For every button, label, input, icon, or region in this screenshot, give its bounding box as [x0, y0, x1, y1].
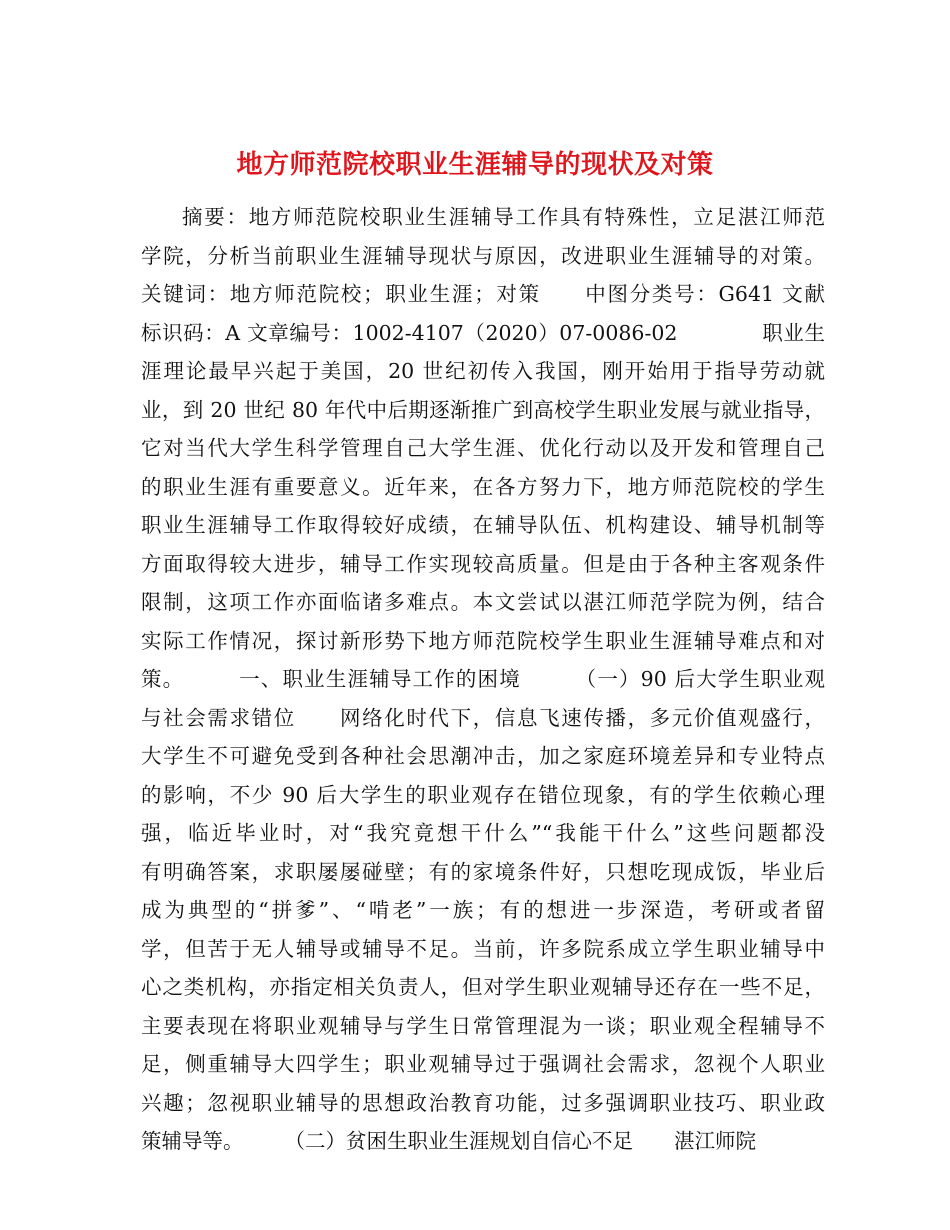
body-line: 关键词：地方师范院校；职业生涯；对策 中图分类号：G641 文献: [141, 282, 825, 306]
body-line: 涯理论最早兴起于美国，20 世纪初传入我国，刚开始用于指导劳动就: [141, 359, 825, 383]
body-line: 大学生不可避免受到各种社会思潮冲击，加之家庭环境差异和专业特点: [141, 744, 825, 768]
body-line: 心之类机构，亦指定相关负责人，但对学生职业观辅导还存在一些不足，: [141, 975, 825, 999]
body-line: 职业生涯辅导工作取得较好成绩，在辅导队伍、机构建设、辅导机制等: [141, 513, 825, 537]
body-line: 业，到 20 世纪 80 年代中后期逐渐推广到高校学生职业发展与就业指导，: [141, 397, 825, 422]
body-line: 主要表现在将职业观辅导与学生日常管理混为一谈；职业观全程辅导不: [141, 1013, 825, 1038]
body-line: 与社会需求错位 网络化时代下，信息飞速传播，多元价值观盛行，: [141, 705, 825, 730]
body-line: 有明确答案，求职屡屡碰壁；有的家境条件好，只想吃现成饭，毕业后: [141, 859, 825, 884]
document-body: [141, 198, 825, 1161]
body-line: 兴趣；忽视职业辅导的思想政治教育功能，过多强调职业技巧、职业政: [141, 1090, 825, 1115]
body-line: 限制，这项工作亦面临诸多难点。本文尝试以湛江师范学院为例，结合: [141, 590, 825, 614]
body-line: 足，侧重辅导大四学生；职业观辅导过于强调社会需求，忽视个人职业: [141, 1052, 825, 1076]
body-line: 策辅导等。 （二）贫困生职业生涯规划自信心不足 湛江师院: [141, 1129, 756, 1153]
body-line: 摘要：地方师范院校职业生涯辅导工作具有特殊性，立足湛江师范: [182, 205, 825, 229]
body-line: 成为典型的“拼爹”、“啃老”一族；有的想进一步深造，考研或者留: [141, 898, 825, 922]
body-line: 策。 一、职业生涯辅导工作的困境 （一）90 后大学生职业观: [141, 667, 825, 691]
body-line: 它对当代大学生科学管理自己大学生涯、优化行动以及开发和管理自己: [141, 436, 825, 460]
body-line: 的职业生涯有重要意义。近年来，在各方努力下，地方师范院校的学生: [141, 474, 825, 499]
document-title: 地方师范院校职业生涯辅导的现状及对策: [236, 150, 714, 181]
body-line: 的影响，不少 90 后大学生的职业观存在错位现象，有的学生依赖心理: [141, 782, 825, 807]
body-line: 强，临近毕业时，对“我究竟想干什么”“我能干什么”这些问题都没: [141, 821, 825, 845]
body-line: 实际工作情况，探讨新形势下地方师范院校学生职业生涯辅导难点和对: [141, 628, 825, 653]
body-line: 标识码：A 文章编号：1002-4107（2020）07-0086-02 职业生: [141, 320, 825, 345]
body-line: 学院，分析当前职业生涯辅导现状与原因，改进职业生涯辅导的对策。: [141, 243, 825, 268]
body-line: 方面取得较大进步，辅导工作实现较高质量。但是由于各种主客观条件: [141, 551, 825, 576]
body-line: 学，但苦于无人辅导或辅导不足。当前，许多院系成立学生职业辅导中: [141, 936, 825, 961]
